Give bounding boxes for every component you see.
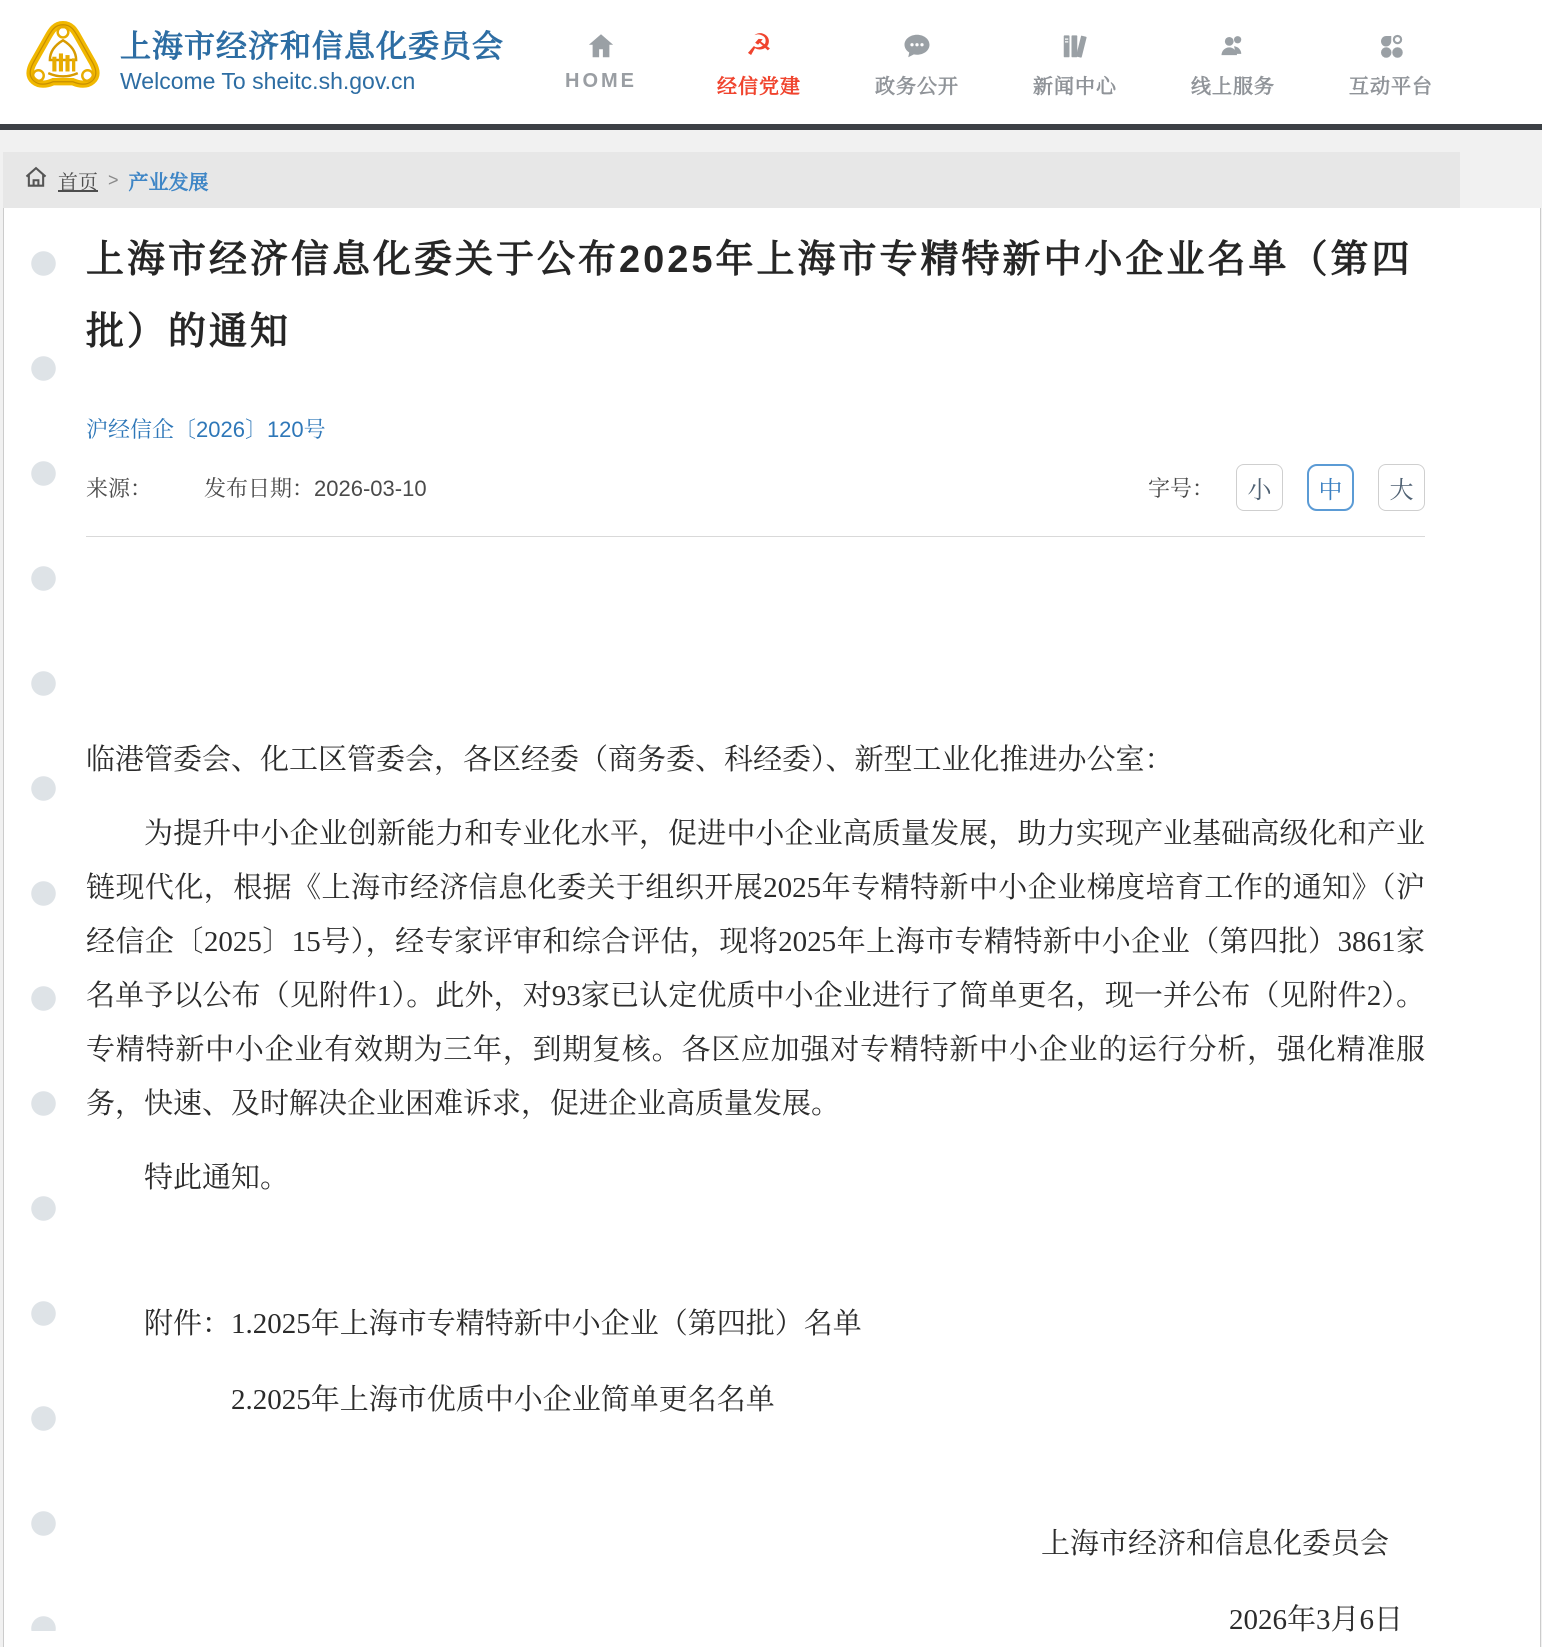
article-meta-row: [86, 462, 1425, 512]
font-size-control: [1148, 464, 1425, 511]
breadcrumb-home-label[interactable]: 首页: [58, 171, 98, 194]
clover-circles-icon: [1312, 29, 1470, 63]
meta-divider: [86, 536, 1425, 537]
attachment-item-2: 2.2025年上海市优质中小企业简单更名名单: [231, 1384, 775, 1416]
main-nav: [522, 25, 1470, 99]
hammer-sickle-icon: ☭: [745, 28, 773, 63]
nav-item-gov-disclosure[interactable]: 政务公开: [838, 25, 996, 99]
nav-item-party-building[interactable]: ☭ 经信党建: [680, 25, 838, 99]
page-body: [0, 130, 1542, 1647]
breadcrumb-current[interactable]: 产业发展: [128, 171, 209, 194]
doc-number: 沪经信企〔2026〕120号: [86, 417, 326, 442]
document-body: [86, 733, 1425, 1647]
nav-item-home[interactable]: HOME: [522, 25, 680, 99]
home-icon: [522, 29, 680, 63]
main-paragraph: 为提升中小企业创新能力和专业化水平，促进中小企业高质量发展，助力实现产业基础高级化和产业链现代化，根据《上海市经济信息化委关于组织开展2025年专精特新中小企业梯度培育工作的通知》（沪经信企〔2025〕15号），经专家评审和综合评估，现将2025年上海市专精特新中小企业（第四批）3861家名单予以公布（见附件1）。此外，对93家已认定优质中小企业进行了简单更名，现一并公布（见附件2）。专精特新中小企业有效期为三年，到期复核。各区应加强对专精特新中小企业的运行分析，强化精准服务，快速、及时解决企业困难诉求，促进企业高质量发展。: [86, 818, 1425, 1120]
font-size-medium-button[interactable]: 中: [1307, 464, 1354, 511]
site-brand[interactable]: [22, 19, 522, 106]
article-title: 上海市经济信息化委关于公布2025年上海市专精特新中小企业名单（第四批）的通知: [86, 239, 1413, 353]
site-subtitle: Welcome To sheitc.sh.gov.cn: [120, 68, 416, 94]
font-size-large-button[interactable]: 大: [1378, 464, 1425, 511]
site-title: 上海市经济和信息化委员会: [120, 29, 504, 64]
breadcrumb-home-link[interactable]: [23, 164, 98, 196]
breadcrumb: [3, 152, 1460, 208]
breadcrumb-home-icon: [23, 164, 49, 196]
closing-line: 特此通知。: [144, 1162, 290, 1194]
font-size-label: 字号：: [1147, 475, 1214, 501]
content-panel: [3, 208, 1541, 1647]
signature-org: 上海市经济和信息化委员会: [1040, 1528, 1389, 1560]
speech-bubble-icon: [838, 29, 996, 63]
publish-date: [204, 472, 427, 503]
breadcrumb-separator: >: [108, 169, 119, 190]
source-label: 来源：: [86, 475, 153, 501]
signature-date: 2026年3月6日: [1228, 1604, 1403, 1636]
font-size-small-button[interactable]: 小: [1236, 464, 1283, 511]
publish-date-label: 发布日期：: [204, 475, 315, 501]
publish-date-value: 2026-03-10: [314, 475, 427, 501]
users-icon: [1154, 29, 1312, 63]
decorative-dots-column: [31, 211, 56, 1631]
nav-item-news-center[interactable]: 新闻中心: [996, 25, 1154, 99]
attachment-item-1: 附件：1.2025年上海市专精特新中小企业（第四批）名单: [144, 1308, 862, 1340]
books-icon: [996, 29, 1154, 63]
nav-item-online-service[interactable]: 线上服务: [1154, 25, 1312, 99]
attachments-label: 附件：: [144, 1308, 232, 1340]
site-header: [0, 0, 1542, 130]
nav-item-interactive-platform[interactable]: 互动平台: [1312, 25, 1470, 99]
site-logo-emblem-icon: [22, 19, 104, 106]
attachments: [86, 1297, 1425, 1427]
salutation: 临港管委会、化工区管委会，各区经委（商务委、科经委）、新型工业化推进办公室：: [86, 744, 1174, 776]
